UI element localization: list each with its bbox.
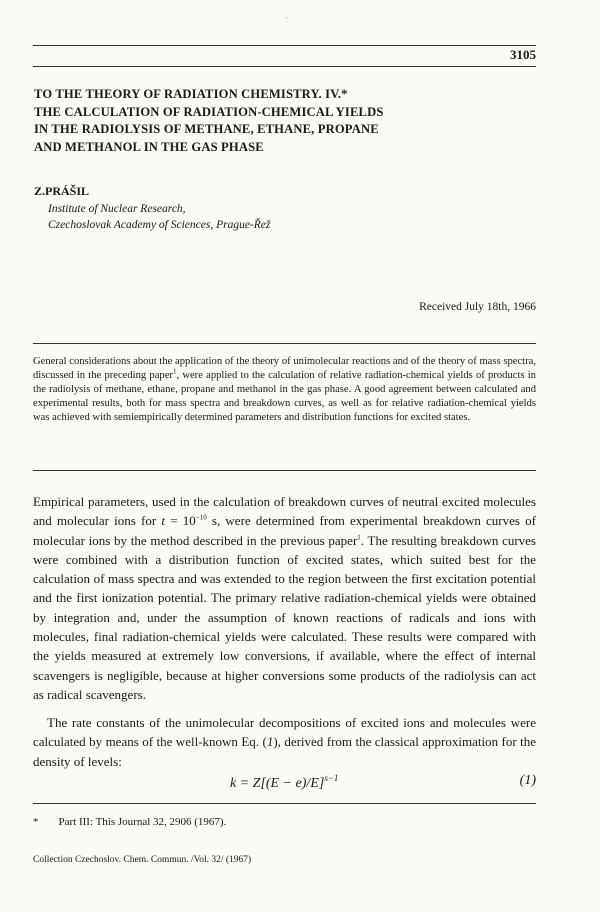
body-paragraph-2 (33, 713, 536, 771)
body-paragraph-1 (33, 492, 536, 704)
abstract-rule-bottom (33, 470, 536, 471)
footnote (33, 816, 226, 828)
body-text: . The resulting breakdown curves were combined with a distribution function of excited states, which suited best for the calculation of mass spectra and was extended to the region between the first excitation potential and the first ionization potential. The primary relative radiation-chemical yields were obtained by integration and, under the assumption of known reactions of radicals and ions with molecules, final radiation-chemical yields were calculated. These results were compared with the yields measured at extremely low conversions, if available, where the effect of internal scavengers is negligible, because at higher conversions some products of the radiolysis can act as radical scavengers. (33, 532, 536, 702)
header-rule-top (33, 45, 536, 46)
abstract-text: General considerations about the application of the theory of unimolecular reactions and of the theory of mass spectra, discussed in the preceding paper (33, 356, 536, 382)
abstract-reference: 1 (172, 367, 177, 376)
body-text: ), derived from the classical approximation for the density of levels: (33, 734, 536, 769)
title-line: THE CALCULATION OF RADIATION-CHEMICAL YIELDS (34, 104, 384, 119)
body-text: = 10 (165, 513, 196, 529)
footnote-rule (33, 803, 536, 804)
title-line: AND METHANOL IN THE GAS PHASE (34, 139, 264, 154)
journal-footer: Collection Czechoslov. Chem. Commun. /Vol. 32/ (1967) (33, 855, 252, 865)
body-variable: t (161, 513, 166, 529)
equation-reference: 1 (266, 734, 274, 750)
article-title (34, 86, 554, 156)
equation-1 (230, 773, 338, 792)
equation-body: k = Z[(E − e)/E] (230, 776, 325, 791)
equation-number-label: (1) (519, 773, 536, 788)
body-text: Empirical parameters, used in the calculation of breakdown curves of neutral excited molecules and molecular ions for (33, 494, 536, 529)
abstract (33, 355, 536, 425)
equation-number (520, 773, 536, 789)
received-date: Received July 18th, 1966 (419, 301, 536, 313)
header-rule-bottom (33, 66, 536, 67)
body-text: The rate constants of the unimolecular decompositions of excited ions and molecules were calculated by means of the well-known Eq. ( (33, 715, 536, 750)
scan-speck: ˊ (285, 16, 288, 25)
equation-exponent: s−1 (324, 773, 339, 783)
author-name: Z.PRÁŠIL (34, 184, 90, 198)
abstract-rule-top (33, 343, 536, 344)
author-affiliation: Institute of Nuclear Research, Czechoslovak Academy of Sciences, Prague-Řež (48, 203, 271, 231)
footnote-mark: * (33, 816, 39, 828)
title-line: IN THE RADIOLYSIS OF METHANE, ETHANE, PROPANE (34, 122, 379, 136)
page-number: 3105 (510, 47, 536, 62)
body-exponent: −10 (195, 513, 207, 522)
footnote-text: Part III: This Journal 32, 2906 (1967). (58, 816, 227, 828)
body-reference: 1 (357, 533, 361, 542)
abstract-text: , were applied to the calculation of relative radiation-chemical yields of products in the radiolysis of methane, ethane, propane and methanol in the gas phase. A good agreement between calculated and experimental results, both for mass spectra and breakdown curves, as well as for relative radiation-chemical yields was achieved with semiempirically determined parameters and distribution functions for excited states. (33, 370, 536, 424)
title-line: TO THE THEORY OF RADIATION CHEMISTRY. IV.* (34, 87, 348, 101)
body-text: s, were determined from experimental breakdown curves of molecular ions by the method described in the previous paper (33, 513, 536, 548)
